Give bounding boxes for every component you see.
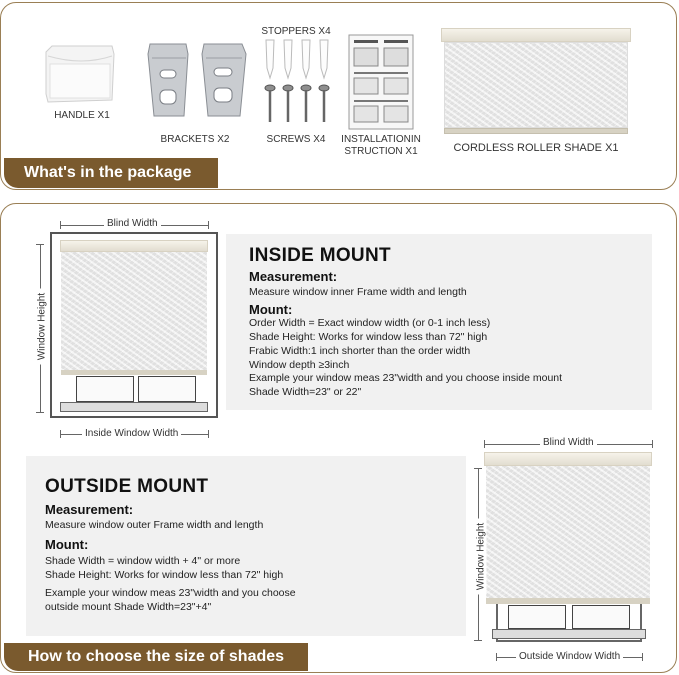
inside-window-width-tick-right (208, 430, 209, 438)
package-banner: What's in the package (4, 158, 218, 188)
stoppers-label: STOPPERS X4 (261, 26, 331, 37)
outside-blind-width-tick-left (484, 440, 485, 448)
outside-blind-width-label: Blind Width (540, 437, 597, 448)
outside-blind-width-tick-right (652, 440, 653, 448)
outside-shade-bottom-bar (486, 598, 650, 604)
outside-measurement-text: Measure window outer Frame width and length (45, 519, 264, 531)
outside-example-line-2: outside mount Shade Width=23"+4" (45, 601, 212, 613)
inside-window-sill (60, 402, 208, 412)
inside-mount-title: INSIDE MOUNT (249, 245, 391, 266)
outside-line-2: Shade Height: Works for window less than 72" high (45, 569, 284, 581)
inside-measurement-text: Measure window inner Frame width and length (249, 286, 467, 298)
inside-window-height-tick-top (36, 244, 44, 245)
sizing-banner: How to choose the size of shades (4, 643, 308, 671)
outside-window-width-label: Outside Window Width (516, 651, 623, 662)
outside-window-pane-left (508, 605, 566, 629)
outside-window-sill (492, 629, 646, 639)
outside-window-pane-right (572, 605, 630, 629)
outside-window-height-label: Window Height (476, 519, 487, 595)
inside-window-height-label: Window Height (37, 289, 48, 365)
shade-label: CORDLESS ROLLER SHADE X1 (453, 142, 619, 154)
instruction-label-line1: INSTALLATIONIN (341, 134, 421, 145)
inside-blind-width-label: Blind Width (104, 218, 161, 229)
outside-mount-title: OUTSIDE MOUNT (45, 476, 209, 497)
inside-shade-cassette (60, 240, 208, 252)
instruction-label-line2: STRUCTION X1 (344, 146, 418, 157)
inside-line-2: Shade Height: Works for window less than 72" high (249, 331, 488, 343)
inside-line-5: Example your window meas 23"width and you choose inside mount (249, 372, 563, 384)
outside-shade-fabric (486, 466, 650, 598)
outside-example-line-1: Example your window meas 23"width and you choose (45, 587, 296, 599)
instruction-booklet (348, 34, 414, 130)
inside-window-pane-right (138, 376, 196, 402)
product-shade-bottom-bar (444, 128, 628, 134)
stoppers-illustration (262, 38, 332, 80)
product-shade-fabric (444, 42, 628, 128)
outside-window-width-tick-right (642, 653, 643, 661)
inside-measurement-heading: Measurement: (249, 269, 338, 284)
handle-illustration (42, 44, 118, 104)
screws-label: SCREWS X4 (266, 134, 326, 145)
inside-shade-fabric (61, 252, 207, 370)
screws-illustration (262, 84, 332, 126)
inside-window-pane-left (76, 376, 134, 402)
inside-shade-bottom-bar (61, 370, 207, 375)
inside-window-width-label: Inside Window Width (82, 428, 181, 439)
product-shade-cassette (441, 28, 631, 42)
outside-line-1: Shade Width = window width + 4" or more (45, 555, 241, 567)
outside-window-height-tick-top (474, 468, 482, 469)
outside-window-height-tick-bottom (474, 640, 482, 641)
outside-mount-heading: Mount: (45, 537, 89, 552)
outside-shade-cassette (484, 452, 652, 466)
inside-window-height-tick-bottom (36, 412, 44, 413)
inside-line-6: Shade Width=23" or 22" (249, 386, 362, 398)
inside-line-1: Order Width = Exact window width (or 0-1 inch less) (249, 317, 491, 329)
inside-line-3: Frabic Width:1 inch shorter than the order width (249, 345, 471, 357)
inside-blind-width-tick-left (60, 221, 61, 229)
outside-window-width-tick-left (496, 653, 497, 661)
inside-line-4: Window depth ≥3inch (249, 359, 350, 371)
inside-blind-width-tick-right (208, 221, 209, 229)
inside-window-width-tick-left (60, 430, 61, 438)
brackets-illustration (146, 40, 248, 120)
handle-label: HANDLE X1 (54, 110, 110, 121)
inside-mount-heading: Mount: (249, 302, 293, 317)
brackets-label: BRACKETS X2 (160, 134, 230, 145)
outside-measurement-heading: Measurement: (45, 502, 134, 517)
